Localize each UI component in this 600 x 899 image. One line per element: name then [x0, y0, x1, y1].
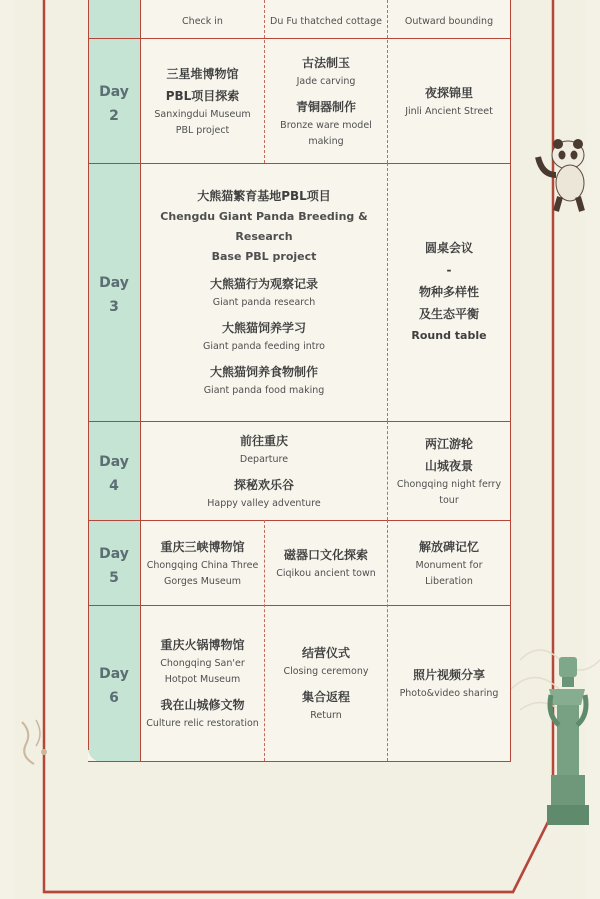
day3-cell-1: 大熊猫繁育基地PBL项目 Chengdu Giant Panda Breeding & Research Base PBL project 大熊猫行为观察记录 Giant panda research 大熊猫饲养学习 Giant panda feeding intro 大熊猫饲养食物制作 Giant panda food making: [160, 189, 368, 396]
day5-label: Day 5: [99, 546, 129, 586]
day6-cell-3: 照片视频分享 Photo&video sharing: [399, 668, 499, 699]
day4-cell-3: 两江游轮 山城夜景 Chongqing night ferry tour: [396, 436, 502, 506]
bronze-figure-icon: [545, 655, 590, 835]
day1-cell-3: [388, 0, 510, 30]
day2-cell-2: 古法制玉 Jade carving 青铜器制作 Bronze ware model making: [280, 55, 372, 147]
day1-cell-2: [265, 0, 387, 30]
day5-cell-1: 重庆三峡博物馆 Chongqing China Three Gorges Museum: [146, 539, 259, 587]
day2-label: Day 2: [99, 84, 129, 124]
panda-icon: [530, 135, 590, 215]
ornament-icon: [16, 712, 56, 772]
day3-cell-3: 圆桌会议 - 物种多样性 及生态平衡 Round table: [411, 241, 487, 342]
row-divider: [88, 761, 511, 762]
day6-label: Day 6: [99, 666, 129, 706]
day3-label: Day 3: [99, 275, 129, 315]
day6-cell-2: 结营仪式 Closing ceremony 集合返程 Return: [283, 646, 369, 721]
day2-cell-3: 夜探锦里 Jinli Ancient Street: [405, 85, 493, 117]
day4-cell-1: 前往重庆 Departure 探秘欢乐谷 Happy valley adventure: [207, 433, 321, 509]
day5-cell-2: 磁器口文化探索 Ciqikou ancient town: [276, 547, 376, 579]
day6-cell-1: 重庆火锅博物馆 Chongqing San'er Hotpot Museum 我在山城修文物 Culture relic restoration: [146, 638, 259, 729]
day1-c1-en: Check in: [182, 16, 223, 27]
day2-cell-1: 三星堆博物馆 PBL项目探索 Sanxingdui Museum PBL project: [154, 66, 251, 136]
day1-cell-1: [141, 0, 264, 30]
day1-c2-en: Du Fu thatched cottage: [270, 16, 382, 27]
day1-c3-en: Outward bounding: [404, 16, 494, 27]
table-right-border: [510, 0, 511, 762]
day5-cell-3: 解放碑记忆 Monument for Liberation: [415, 539, 483, 587]
day4-label: Day 4: [99, 454, 129, 494]
